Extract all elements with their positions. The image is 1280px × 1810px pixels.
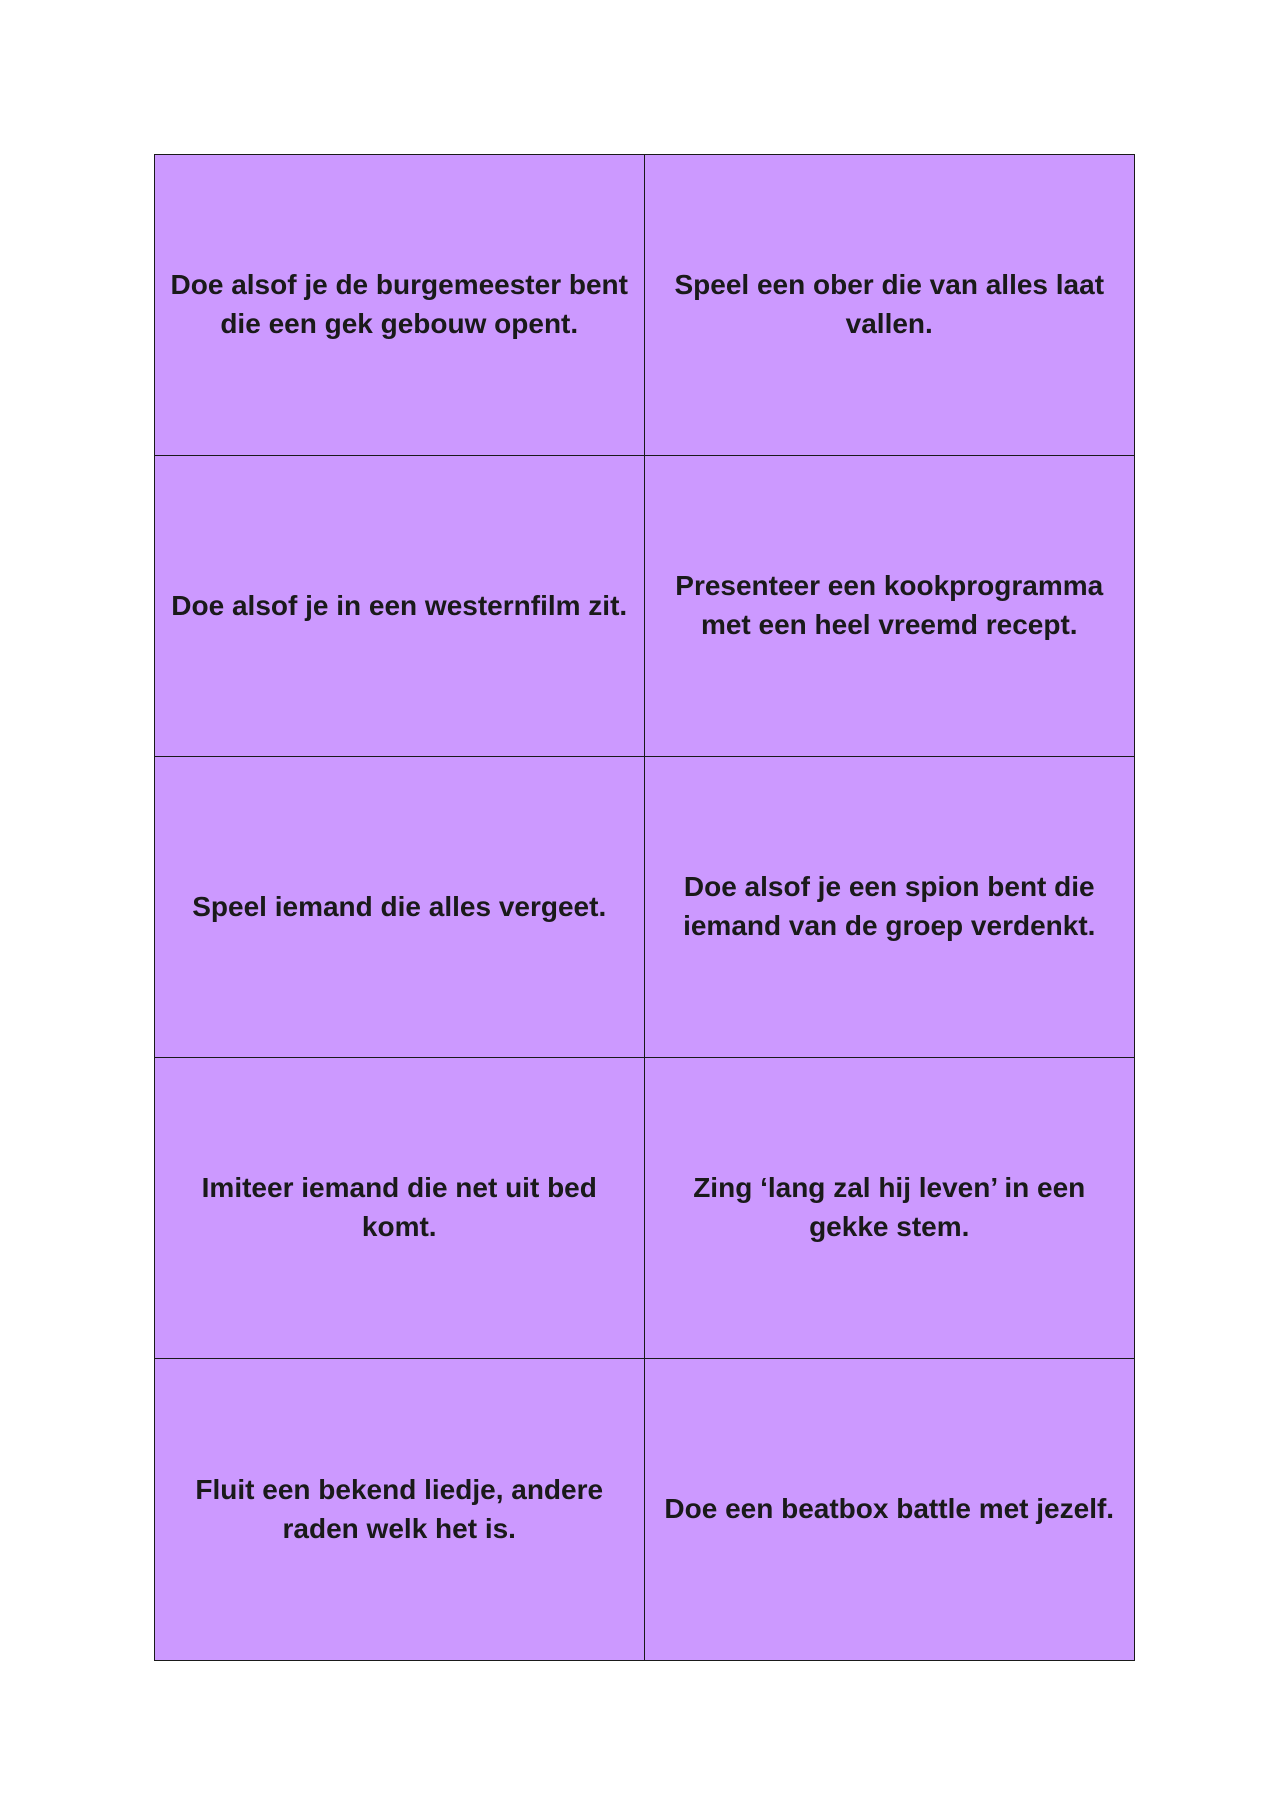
card-text: Doe een beatbox battle met jezelf. bbox=[664, 1493, 1115, 1525]
card-10 bbox=[645, 1359, 1135, 1660]
card-text: Doe alsof je de burgemeester bent die een gek gebouw opent. bbox=[170, 269, 628, 339]
card-text: Zing ‘lang zal hij leven’ in een gekke stem. bbox=[693, 1172, 1086, 1242]
card-4 bbox=[645, 456, 1135, 757]
card-text: Speel iemand die alles vergeet. bbox=[192, 890, 607, 922]
card-text: Presenteer een kookprogramma met een heel vreemd recept. bbox=[675, 570, 1104, 640]
card-7 bbox=[155, 1058, 645, 1359]
card-text: Doe alsof je in een westernfilm zit. bbox=[171, 589, 628, 621]
card-1 bbox=[155, 155, 645, 456]
card-text: Fluit een bekend liedje, andere raden welk het is. bbox=[195, 1473, 604, 1544]
card-text: Doe alsof je een spion bent die iemand van de groep verdenkt. bbox=[683, 871, 1096, 941]
card-text: Imiteer iemand die net uit bed komt. bbox=[201, 1172, 597, 1242]
card-3 bbox=[155, 456, 645, 757]
card-8 bbox=[645, 1058, 1135, 1359]
card-2 bbox=[645, 155, 1135, 456]
card-9 bbox=[155, 1359, 645, 1660]
card-6 bbox=[645, 757, 1135, 1058]
card-text: Speel een ober die van alles laat vallen. bbox=[674, 269, 1105, 339]
card-grid bbox=[154, 154, 1135, 1661]
card-5 bbox=[155, 757, 645, 1058]
